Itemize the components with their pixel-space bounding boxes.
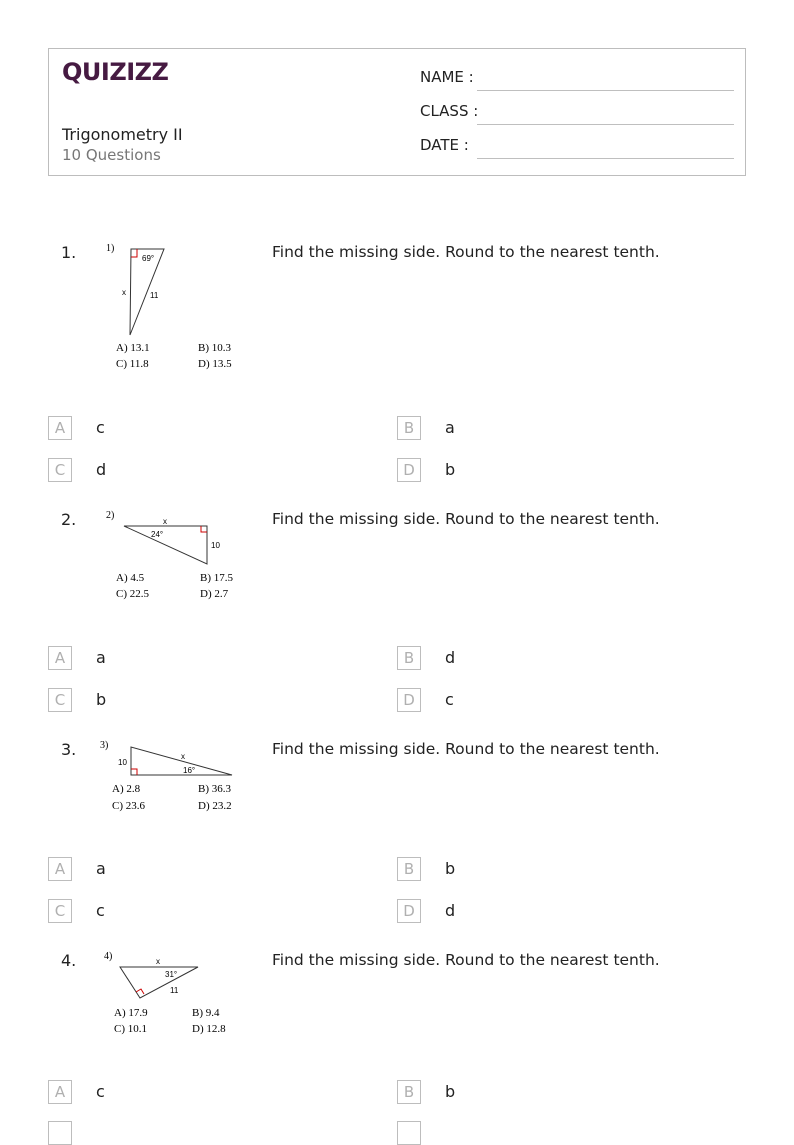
question-count: 10 Questions	[62, 146, 161, 164]
option-letter-box: A	[48, 1080, 72, 1104]
choice-c: C) 10.1	[114, 1023, 147, 1035]
unknown-label: x	[181, 752, 185, 761]
date-line	[477, 158, 734, 159]
option-letter-box: B	[397, 646, 421, 670]
option-letter-box: C	[48, 688, 72, 712]
option-letter-box: D	[397, 688, 421, 712]
angle-label: 16°	[183, 766, 196, 775]
class-line	[477, 124, 734, 125]
option-letter-box: A	[48, 416, 72, 440]
question-number: 2.	[61, 510, 77, 529]
figure-label: 3)	[100, 740, 109, 751]
angle-label: 31°	[165, 970, 178, 979]
class-field[interactable]	[420, 102, 734, 126]
figure-label: 2)	[106, 510, 115, 521]
option-text: c	[445, 690, 454, 709]
question-text: Find the missing side. Round to the nearest tenth.	[272, 510, 660, 528]
worksheet-title: Trigonometry II	[62, 125, 183, 144]
choice-d: D) 13.5	[198, 358, 232, 370]
side-label: 10	[211, 541, 220, 550]
choice-b: B) 36.3	[198, 783, 231, 795]
option-text: b	[96, 690, 107, 709]
choice-b: B) 9.4	[192, 1007, 220, 1019]
option-letter-box: C	[48, 458, 72, 482]
choice-c: C) 11.8	[116, 358, 149, 370]
question-text: Find the missing side. Round to the nearest tenth.	[272, 740, 660, 758]
figure-label: 4)	[104, 951, 113, 962]
worksheet-header	[48, 48, 746, 176]
name-field[interactable]	[420, 68, 734, 92]
quizizz-logo: QUIZIZZ	[62, 58, 169, 86]
side-label: 10	[118, 758, 127, 767]
option-letter-box: B	[397, 416, 421, 440]
question-figure	[100, 502, 260, 612]
choice-a: A) 17.9	[114, 1007, 148, 1019]
option-text: a	[445, 418, 455, 437]
choice-c: C) 23.6	[112, 800, 145, 812]
question-number: 4.	[61, 951, 77, 970]
question-number: 3.	[61, 740, 77, 759]
option-letter-box	[397, 1121, 421, 1145]
question-figure	[100, 235, 260, 385]
angle-label: 69°	[142, 254, 155, 263]
name-label: NAME :	[420, 68, 474, 86]
choice-d: D) 2.7	[200, 588, 229, 600]
question-text: Find the missing side. Round to the nearest tenth.	[272, 951, 660, 969]
angle-label: 24°	[151, 530, 164, 539]
name-line	[477, 90, 734, 91]
choice-a: A) 4.5	[116, 572, 145, 584]
question-figure	[100, 732, 260, 842]
date-field[interactable]	[420, 136, 734, 160]
unknown-label: x	[163, 517, 167, 526]
figure-label: 1)	[106, 243, 115, 254]
unknown-label: x	[156, 957, 160, 966]
option-text: a	[96, 859, 106, 878]
option-text: a	[96, 648, 106, 667]
question-figure	[100, 943, 260, 1053]
option-text: c	[96, 418, 105, 437]
option-text: b	[445, 460, 456, 479]
date-label: DATE :	[420, 136, 469, 154]
option-letter-box: A	[48, 646, 72, 670]
choice-d: D) 12.8	[192, 1023, 226, 1035]
option-text: d	[445, 648, 456, 667]
choice-a: A) 2.8	[112, 783, 141, 795]
side-label: 11	[170, 986, 179, 995]
option-letter-box: B	[397, 1080, 421, 1104]
option-text: b	[445, 859, 456, 878]
class-label: CLASS :	[420, 102, 479, 120]
option-letter-box	[48, 1121, 72, 1145]
option-text: d	[445, 901, 456, 920]
choice-c: C) 22.5	[116, 588, 149, 600]
option-text: c	[96, 1082, 105, 1101]
option-letter-box: A	[48, 857, 72, 881]
option-letter-box: B	[397, 857, 421, 881]
choice-a: A) 13.1	[116, 342, 150, 354]
question-text: Find the missing side. Round to the nearest tenth.	[272, 243, 660, 261]
unknown-label: x	[122, 288, 126, 297]
side-label: 11	[150, 291, 159, 300]
option-letter-box: C	[48, 899, 72, 923]
option-letter-box: D	[397, 899, 421, 923]
option-text: c	[96, 901, 105, 920]
option-text: b	[445, 1082, 456, 1101]
choice-b: B) 17.5	[200, 572, 233, 584]
choice-d: D) 23.2	[198, 800, 232, 812]
choice-b: B) 10.3	[198, 342, 231, 354]
question-number: 1.	[61, 243, 77, 262]
option-letter-box: D	[397, 458, 421, 482]
option-text: d	[96, 460, 107, 479]
